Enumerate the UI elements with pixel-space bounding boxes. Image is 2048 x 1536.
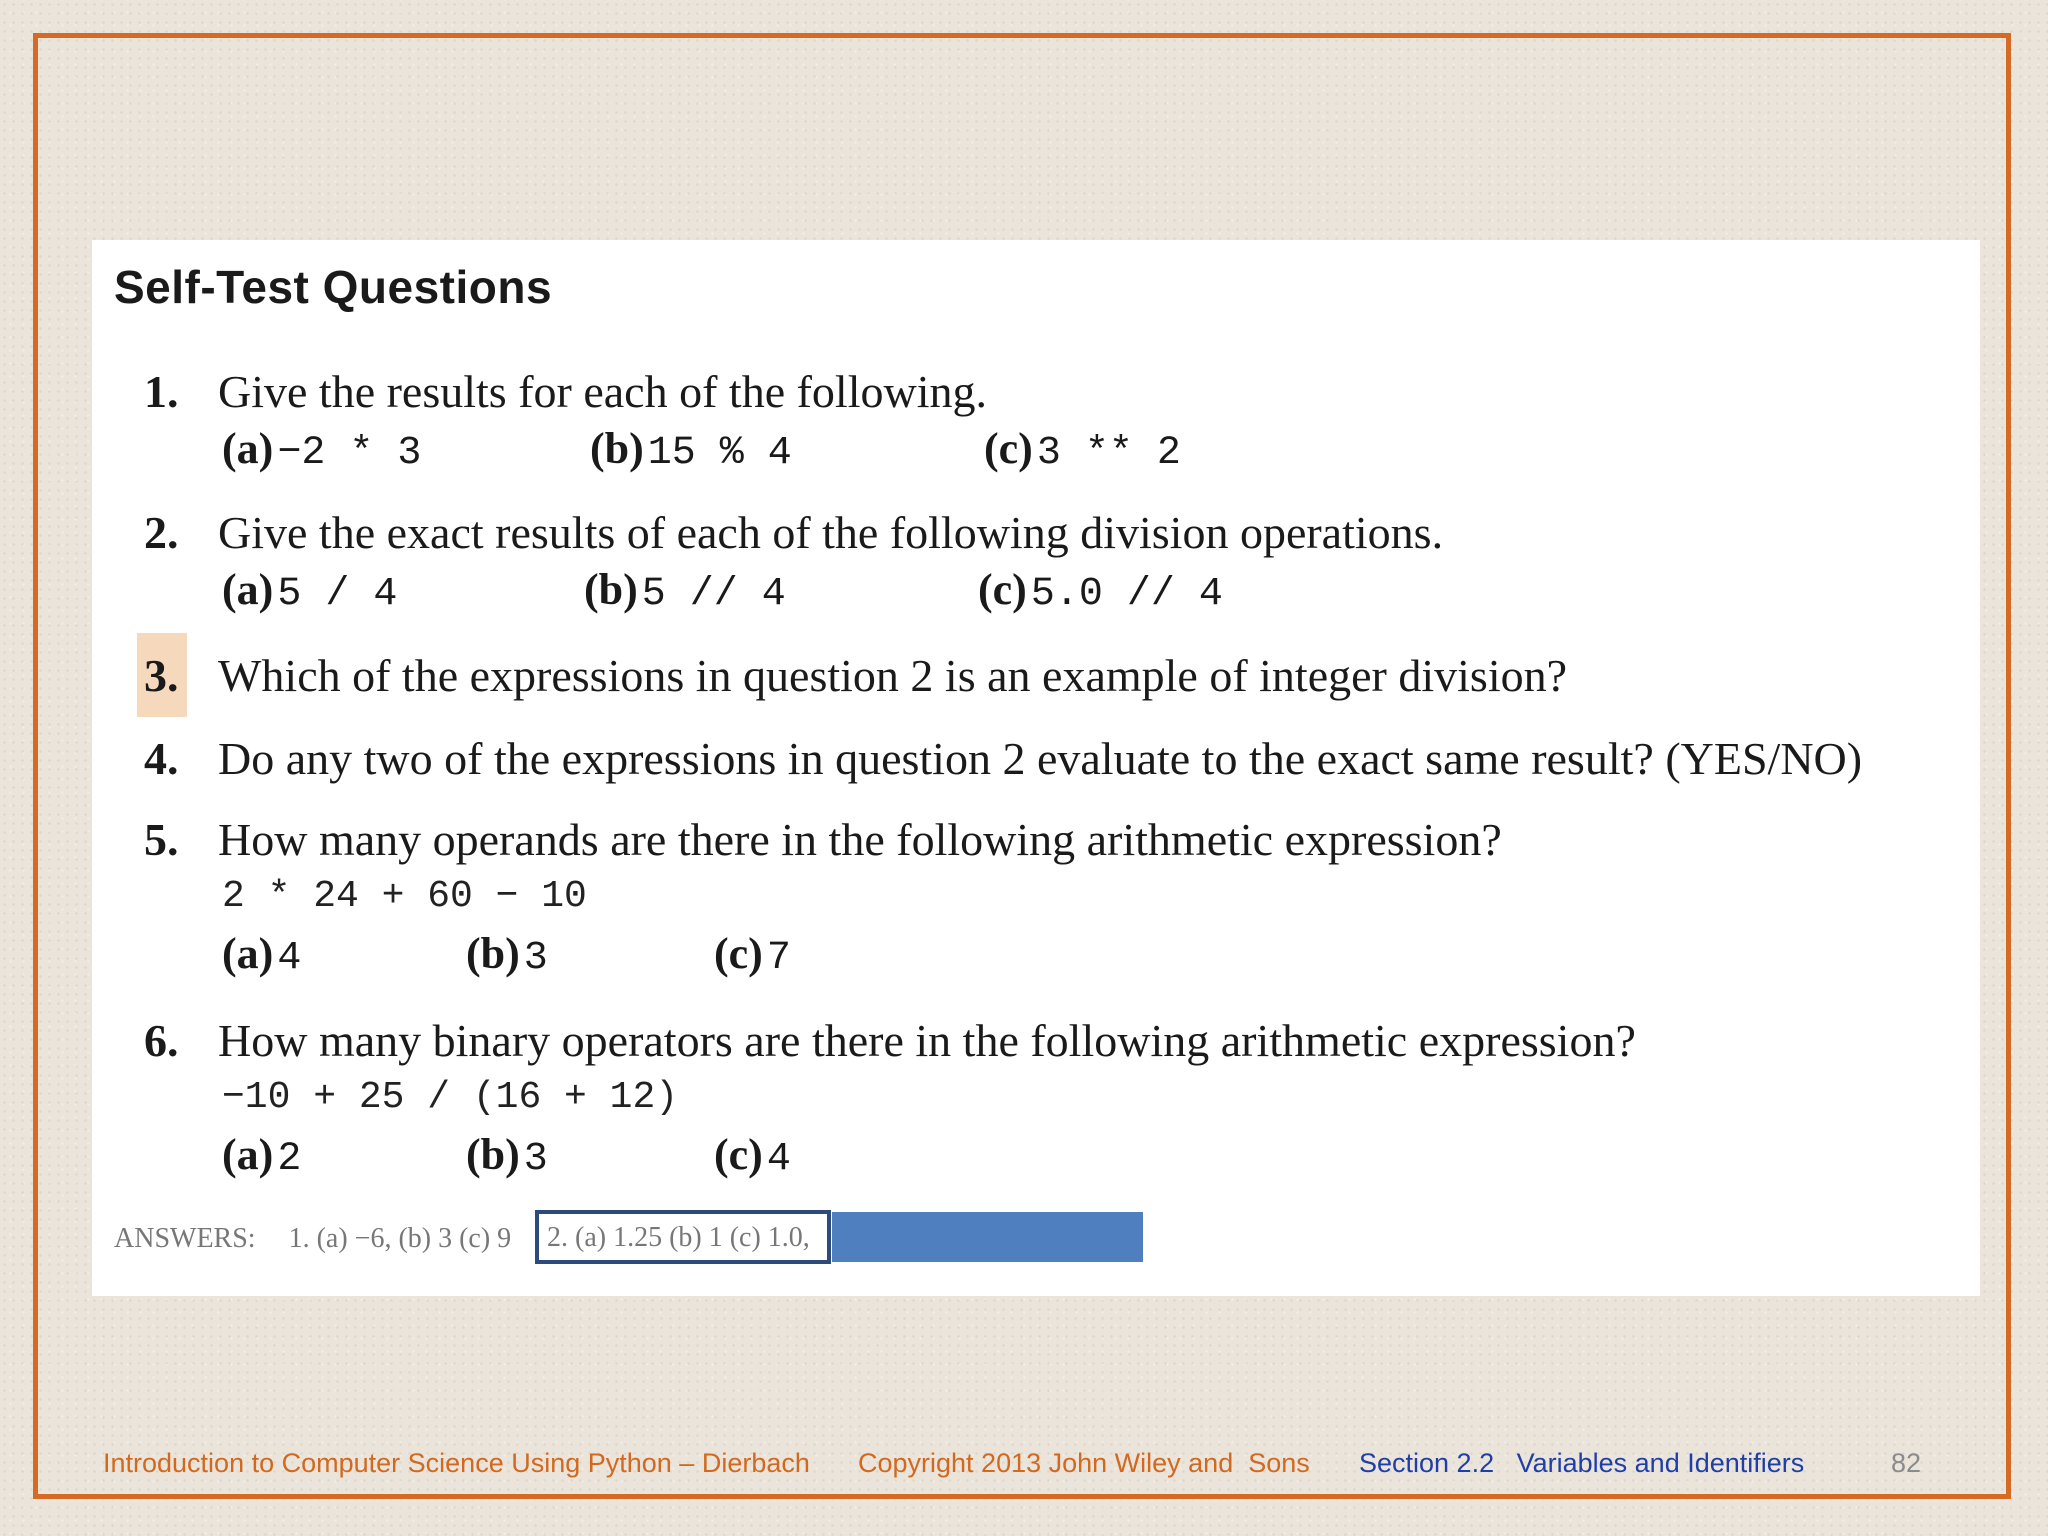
option-label: (c) (714, 929, 763, 978)
question-number: 3. (144, 650, 179, 701)
option-a (222, 928, 301, 981)
option-c (978, 564, 1223, 617)
option-c (714, 1129, 791, 1182)
option-code: 2 (277, 1137, 302, 1182)
option-b (466, 1129, 548, 1182)
option-label: (b) (590, 424, 644, 473)
option-label: (a) (222, 565, 274, 614)
option-c (714, 928, 791, 981)
option-code: 5 // 4 (641, 572, 786, 617)
answers-prefix: ANSWERS: (114, 1223, 256, 1254)
arithmetic-expression: 2 * 24 + 60 − 10 (222, 875, 587, 918)
question-number: 6. (144, 1015, 179, 1066)
hidden-answers-cover[interactable] (832, 1212, 1143, 1262)
question-text: Which of the expressions in question 2 is an example of integer division? (218, 650, 1568, 701)
option-label: (a) (222, 424, 274, 473)
page-number: 82 (1891, 1448, 1922, 1478)
option-c (984, 423, 1181, 476)
footer-book-title: Introduction to Computer Science Using Python – Dierbach (103, 1448, 810, 1478)
option-code: 3 (523, 936, 548, 981)
footer-copyright: Copyright 2013 John Wiley and Sons (858, 1448, 1310, 1478)
answers-line (114, 1223, 511, 1255)
option-code: 7 (766, 936, 791, 981)
option-a (222, 423, 421, 476)
option-label: (b) (466, 929, 520, 978)
self-test-card (92, 240, 1980, 1296)
option-label: (c) (714, 1130, 763, 1179)
option-code: 3 (523, 1137, 548, 1182)
option-code: 4 (766, 1137, 791, 1182)
option-label: (a) (222, 929, 274, 978)
page-title: Self-Test Questions (114, 261, 553, 313)
question-number: 2. (144, 507, 179, 558)
option-a (222, 1129, 301, 1182)
option-b (584, 564, 786, 617)
option-code: 5 / 4 (277, 572, 398, 617)
answers-part-1: 1. (a) −6, (b) 3 (c) 9 (288, 1223, 512, 1254)
question-number: 1. (144, 366, 179, 417)
footer-section: Section 2.2 Variables and Identifiers (1359, 1448, 1805, 1478)
question-text: Give the results for each of the following. (218, 366, 987, 417)
question-number: 4. (144, 733, 179, 784)
revealed-answer-box (535, 1210, 831, 1264)
option-a (222, 564, 397, 617)
option-code: 15 % 4 (647, 431, 792, 476)
option-code: 3 ** 2 (1036, 431, 1181, 476)
question-text: How many operands are there in the following arithmetic expression? (218, 814, 1502, 865)
question-text: Do any two of the expressions in question 2 evaluate to the exact same result? (YES/NO) (218, 733, 1863, 784)
question-number: 5. (144, 814, 179, 865)
option-code: −2 * 3 (277, 431, 422, 476)
option-b (466, 928, 548, 981)
answers-part-2: 2. (a) 1.25 (b) 1 (c) 1.0, (547, 1222, 810, 1253)
option-code: 5.0 // 4 (1030, 572, 1223, 617)
option-label: (a) (222, 1130, 274, 1179)
option-label: (c) (984, 424, 1033, 473)
arithmetic-expression: −10 + 25 / (16 + 12) (222, 1076, 679, 1119)
option-b (590, 423, 792, 476)
option-label: (b) (584, 565, 638, 614)
question-text: Give the exact results of each of the following division operations. (218, 507, 1444, 558)
option-code: 4 (277, 936, 302, 981)
option-label: (c) (978, 565, 1027, 614)
option-label: (b) (466, 1130, 520, 1179)
question-text: How many binary operators are there in the following arithmetic expression? (218, 1015, 1636, 1066)
